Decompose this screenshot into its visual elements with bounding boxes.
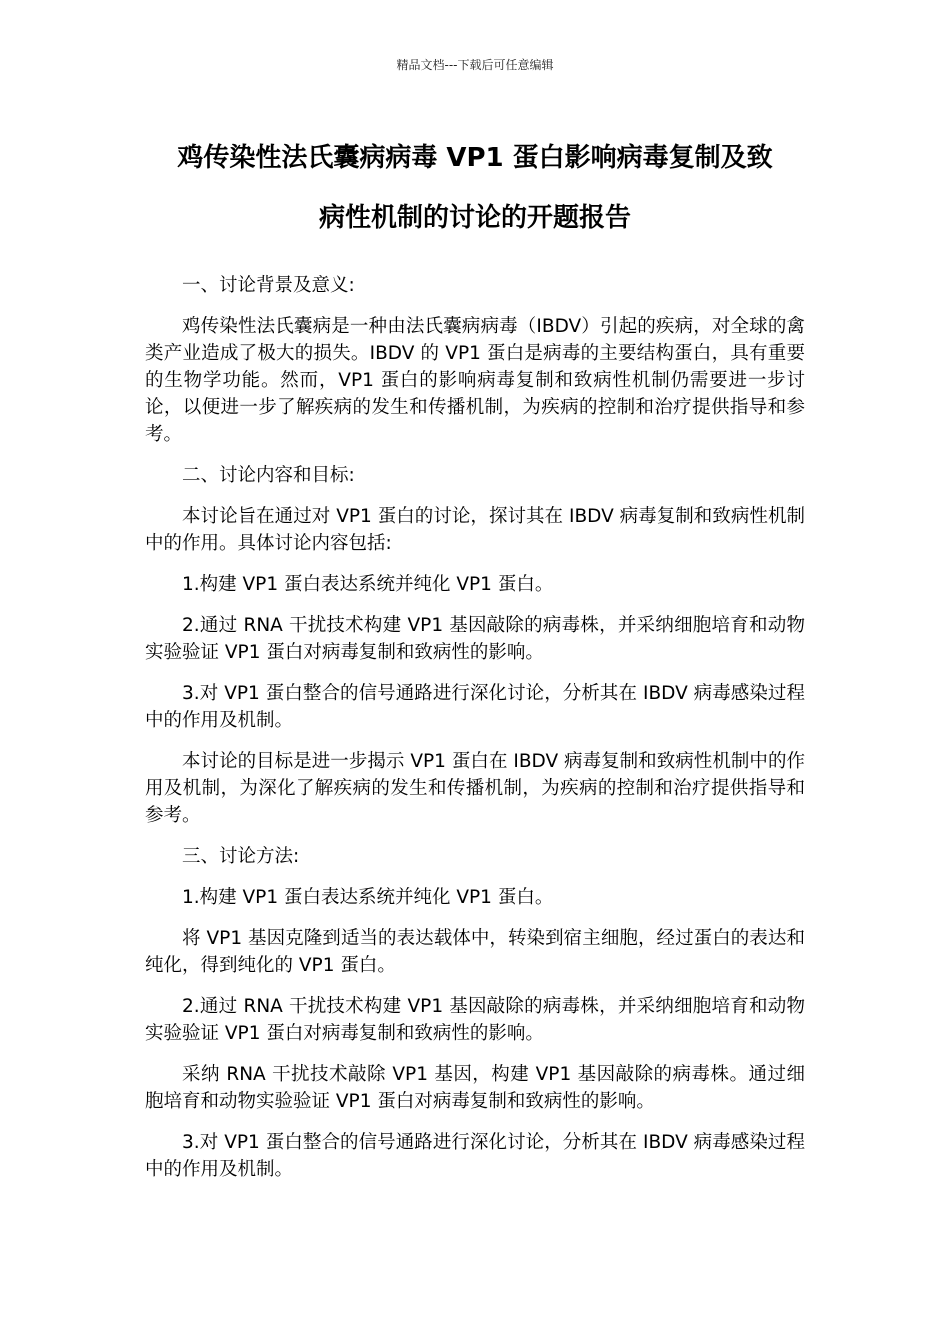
- section-heading-methods: 三、讨论方法:: [182, 846, 300, 867]
- section-heading-background: 一、讨论背景及意义:: [182, 275, 355, 296]
- document-body: [145, 272, 805, 1197]
- list-item-content-1: 1.构建 VP1 蛋白表达系统并纯化 VP1 蛋白。: [182, 574, 554, 595]
- paragraph-method-1-detail: 将 VP1 基因克隆到适当的表达载体中，转染到宿主细胞，经过蛋白的表达和纯化，得到纯化的 VP1 蛋白。: [145, 928, 805, 976]
- list-item-content-3: 3.对 VP1 蛋白整合的信号通路进行深化讨论，分析其在 IBDV 病毒感染过程中的作用及机制。: [145, 683, 805, 731]
- title-line-1: 鸡传染性法氏囊病病毒 VP1 蛋白影响病毒复制及致: [177, 143, 773, 173]
- paragraph-content-intro: 本讨论旨在通过对 VP1 蛋白的讨论，探讨其在 IBDV 病毒复制和致病性机制中的作用。具体讨论内容包括:: [145, 506, 805, 554]
- list-item-content-2: 2.通过 RNA 干扰技术构建 VP1 基因敲除的病毒株，并采纳细胞培育和动物实验验证 VP1 蛋白对病毒复制和致病性的影响。: [145, 615, 805, 663]
- paragraph-goals: 本讨论的目标是进一步揭示 VP1 蛋白在 IBDV 病毒复制和致病性机制中的作用及机制，为深化了解疾病的发生和传播机制，为疾病的控制和治疗提供指导和参考。: [145, 751, 805, 826]
- section-heading-content-goals: 二、讨论内容和目标:: [182, 465, 355, 486]
- document-header-note: 精品文档---下载后可任意编辑: [396, 58, 554, 72]
- list-item-method-3: 3.对 VP1 蛋白整合的信号通路进行深化讨论，分析其在 IBDV 病毒感染过程中的作用及机制。: [145, 1132, 805, 1180]
- list-item-method-1: 1.构建 VP1 蛋白表达系统并纯化 VP1 蛋白。: [182, 887, 554, 908]
- title-line-2: 病性机制的讨论的开题报告: [318, 203, 631, 233]
- list-item-method-2: 2.通过 RNA 干扰技术构建 VP1 基因敲除的病毒株，并采纳细胞培育和动物实验验证 VP1 蛋白对病毒复制和致病性的影响。: [145, 996, 805, 1044]
- paragraph-background: 鸡传染性法氏囊病是一种由法氏囊病病毒（IBDV）引起的疾病，对全球的禽类产业造成了极大的损失。IBDV 的 VP1 蛋白是病毒的主要结构蛋白，具有重要的生物学功能。然而，VP1 蛋白的影响病毒复制和致病性机制仍需要进一步讨论，以便进一步了解疾病的发生和传播机制，为疾病的控制和治疗提供指导和参考。: [145, 316, 805, 445]
- paragraph-method-2-detail: 采纳 RNA 干扰技术敲除 VP1 基因，构建 VP1 基因敲除的病毒株。通过细胞培育和动物实验验证 VP1 蛋白对病毒复制和致病性的影响。: [145, 1064, 805, 1112]
- document-title: [120, 128, 830, 248]
